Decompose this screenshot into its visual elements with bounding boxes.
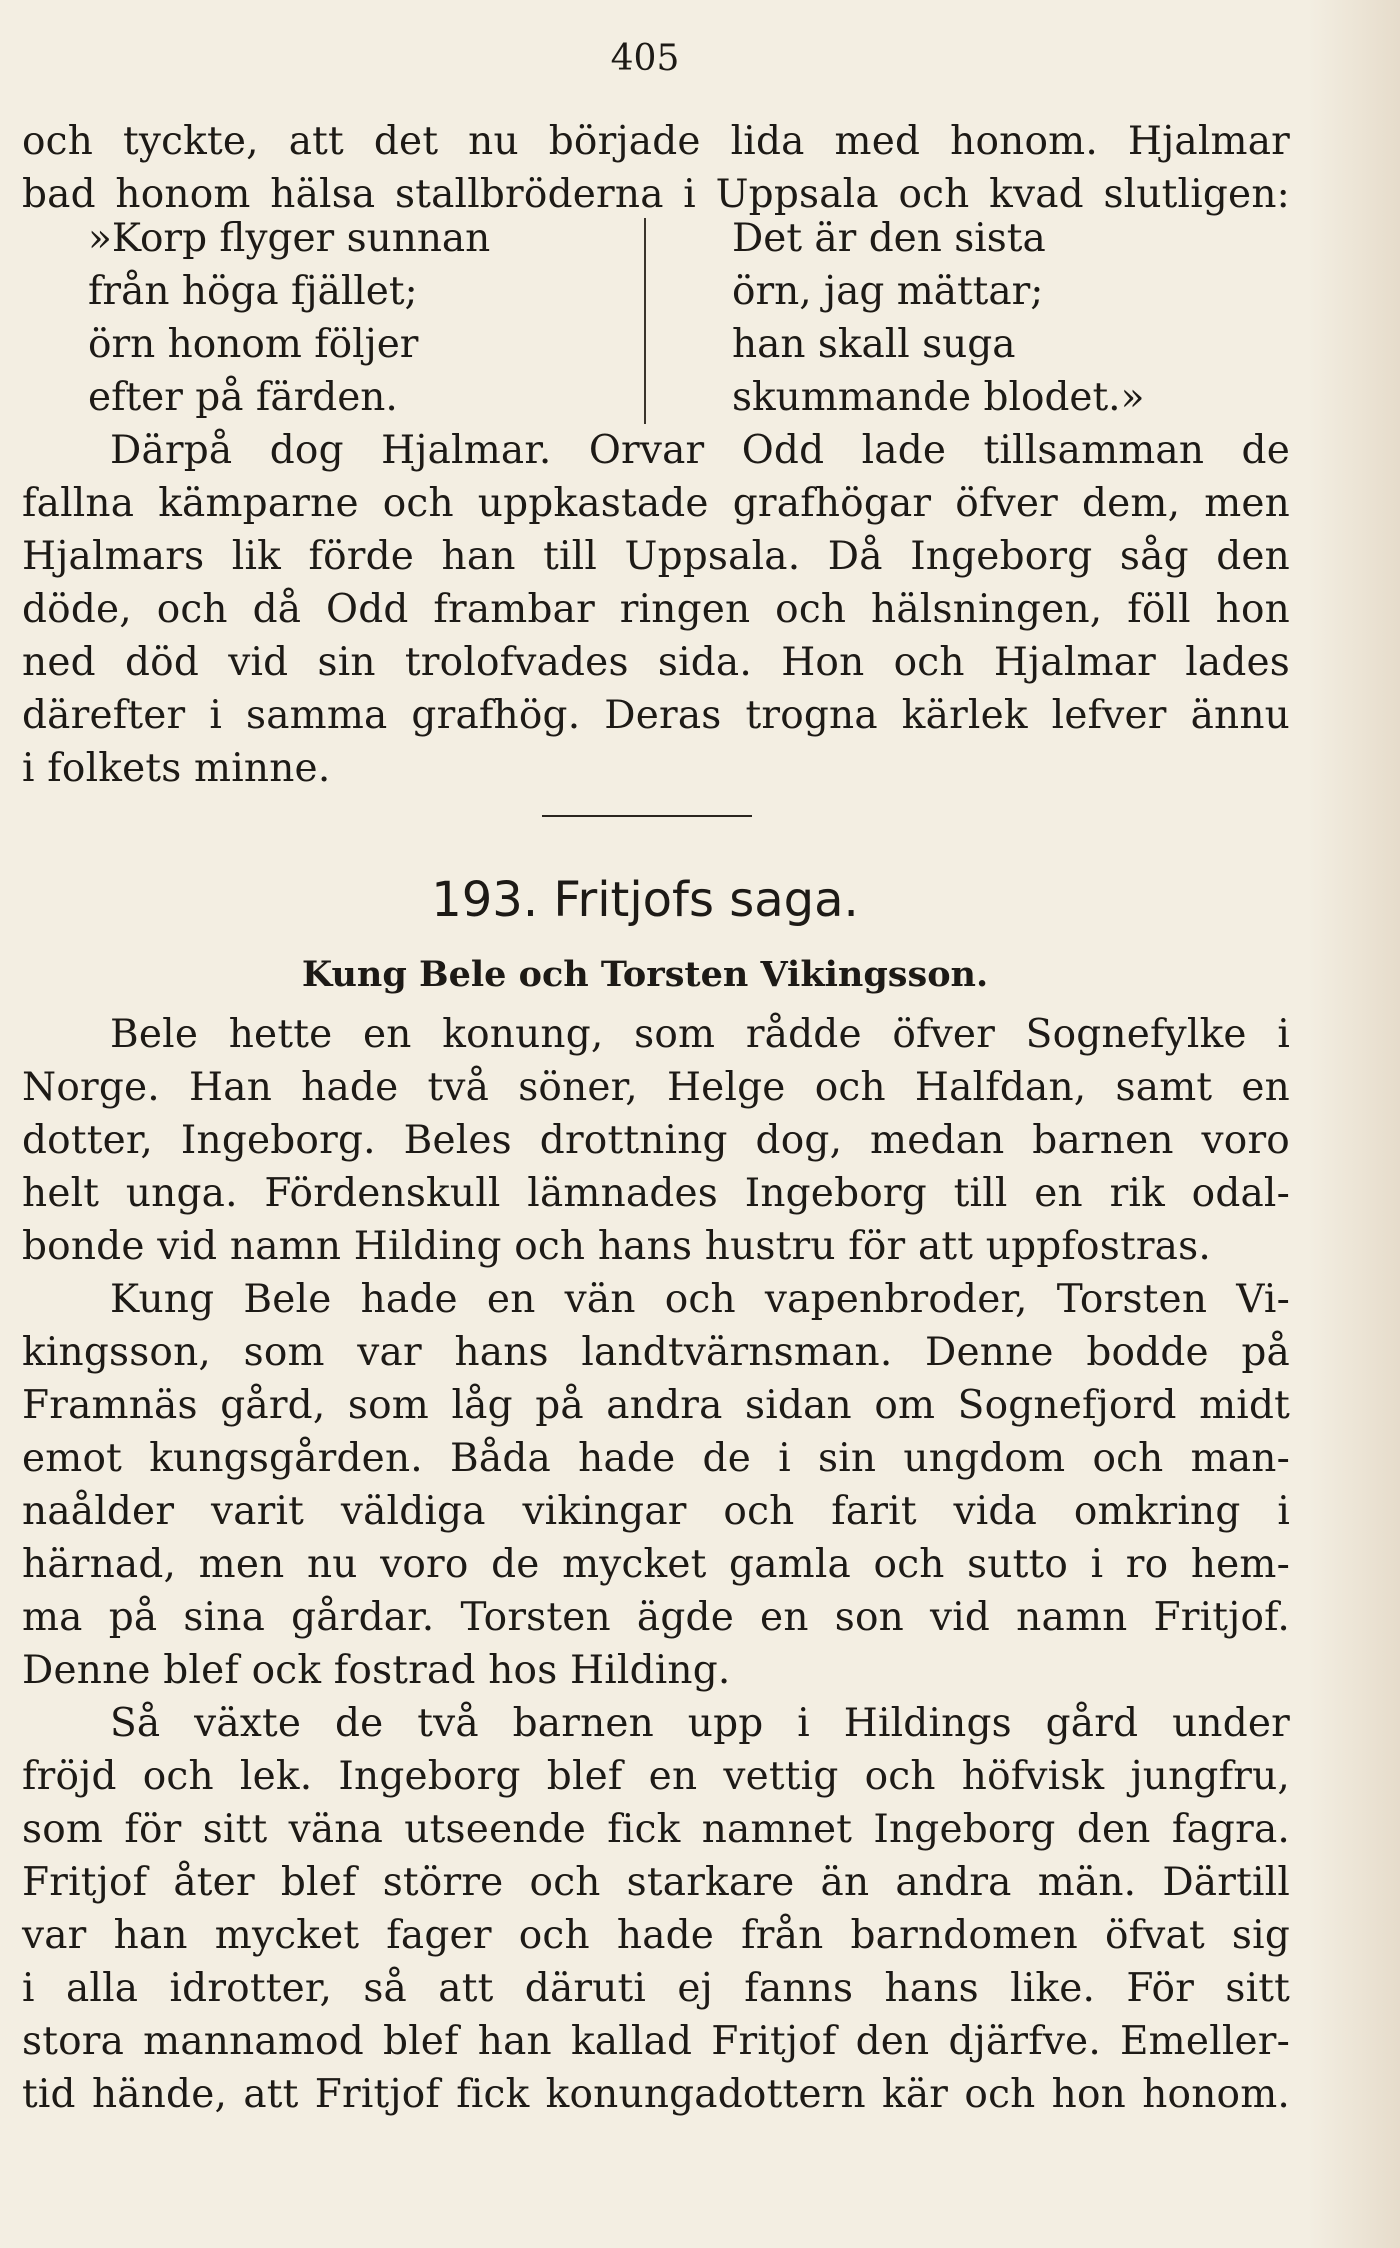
page-edge-shadow bbox=[1308, 0, 1400, 2248]
poem-line: skummande blodet.» bbox=[732, 375, 1145, 420]
intro-text bbox=[22, 115, 1290, 221]
text-line: därefter i samma grafhög. Deras trogna kärlek lefver ännu bbox=[22, 693, 1290, 738]
section-heading: 193. Fritjofs saga. bbox=[431, 872, 859, 928]
text-line: i alla idrotter, så att däruti ej fanns hans like. För sitt bbox=[22, 1966, 1290, 2011]
poem-line: efter på färden. bbox=[88, 375, 398, 420]
poem-divider bbox=[644, 218, 646, 424]
text-line: stora mannamod blef han kallad Fritjof den djärfve. Emeller- bbox=[22, 2019, 1290, 2064]
text-line: i folkets minne. bbox=[22, 746, 331, 791]
poem-line: han skall suga bbox=[732, 322, 1016, 367]
text-line: Framnäs gård, som låg på andra sidan om Sognefjord midt bbox=[22, 1383, 1290, 1428]
section-subheading: Kung Bele och Torsten Vikingsson. bbox=[301, 954, 989, 995]
text-line: ned död vid sin trolofvades sida. Hon och Hjalmar lades bbox=[22, 640, 1290, 685]
text-line: och tyckte, att det nu började lida med honom. Hjalmar bbox=[22, 119, 1290, 164]
paragraph-2 bbox=[22, 1273, 1290, 1697]
text-line: bonde vid namn Hilding och hans hustru för att uppfostras. bbox=[22, 1224, 1211, 1269]
paragraph-3 bbox=[22, 1697, 1290, 2121]
text-line: härnad, men nu voro de mycket gamla och sutto i ro hem- bbox=[22, 1542, 1290, 1587]
text-line: ma på sina gårdar. Torsten ägde en son vid namn Fritjof. bbox=[22, 1595, 1290, 1640]
page-number: 405 bbox=[610, 38, 680, 79]
poem-line: örn honom följer bbox=[88, 322, 419, 367]
text-line: naålder varit väldiga vikingar och farit vida omkring i bbox=[22, 1489, 1290, 1534]
text-line: Därpå dog Hjalmar. Orvar Odd lade tillsamman de bbox=[110, 428, 1290, 473]
text-line: Fritjof åter blef större och starkare än andra män. Därtill bbox=[22, 1860, 1290, 1905]
text-line: var han mycket fager och hade från barndomen öfvat sig bbox=[22, 1913, 1290, 1958]
text-line: Kung Bele hade en vän och vapenbroder, Torsten Vi- bbox=[110, 1277, 1290, 1322]
poem-right-stanza bbox=[732, 212, 1144, 424]
text-line: fallna kämparne och uppkastade grafhögar öfver dem, men bbox=[22, 481, 1290, 526]
text-line: Så växte de två barnen upp i Hildings gård under bbox=[110, 1701, 1290, 1746]
text-line: Denne blef ock fostrad hos Hilding. bbox=[22, 1648, 731, 1693]
after-poem-paragraph bbox=[22, 424, 1290, 795]
poem-left-stanza bbox=[88, 212, 490, 424]
poem-line: »Korp flyger sunnan bbox=[88, 216, 491, 261]
text-line: bad honom hälsa stallbröderna i Uppsala och kvad slutligen: bbox=[22, 172, 1290, 217]
poem-line: örn, jag mättar; bbox=[732, 269, 1044, 314]
poem-line: Det är den sista bbox=[732, 216, 1046, 261]
text-line: fröjd och lek. Ingeborg blef en vettig och höfvisk jungfru, bbox=[22, 1754, 1290, 1799]
poem-line: från höga fjället; bbox=[88, 269, 418, 314]
text-line: som för sitt väna utseende fick namnet Ingeborg den fagra. bbox=[22, 1807, 1290, 1852]
text-line: Bele hette en konung, som rådde öfver Sognefylke i bbox=[110, 1012, 1290, 1057]
text-line: döde, och då Odd frambar ringen och hälsningen, föll hon bbox=[22, 587, 1290, 632]
text-line: tid hände, att Fritjof fick konungadottern kär och hon honom. bbox=[22, 2072, 1290, 2117]
section-divider bbox=[542, 815, 752, 817]
text-line: Norge. Han hade två söner, Helge och Halfdan, samt en bbox=[22, 1065, 1290, 1110]
text-line: kingsson, som var hans landtvärnsman. Denne bodde på bbox=[22, 1330, 1290, 1375]
text-line: dotter, Ingeborg. Beles drottning dog, medan barnen voro bbox=[22, 1118, 1290, 1163]
poem bbox=[0, 212, 1290, 424]
text-line: Hjalmars lik förde han till Uppsala. Då Ingeborg såg den bbox=[22, 534, 1290, 579]
text-line: emot kungsgården. Båda hade de i sin ungdom och man- bbox=[22, 1436, 1290, 1481]
paragraph-1 bbox=[22, 1008, 1290, 1273]
text-line: helt unga. Fördenskull lämnades Ingeborg till en rik odal- bbox=[22, 1171, 1290, 1216]
